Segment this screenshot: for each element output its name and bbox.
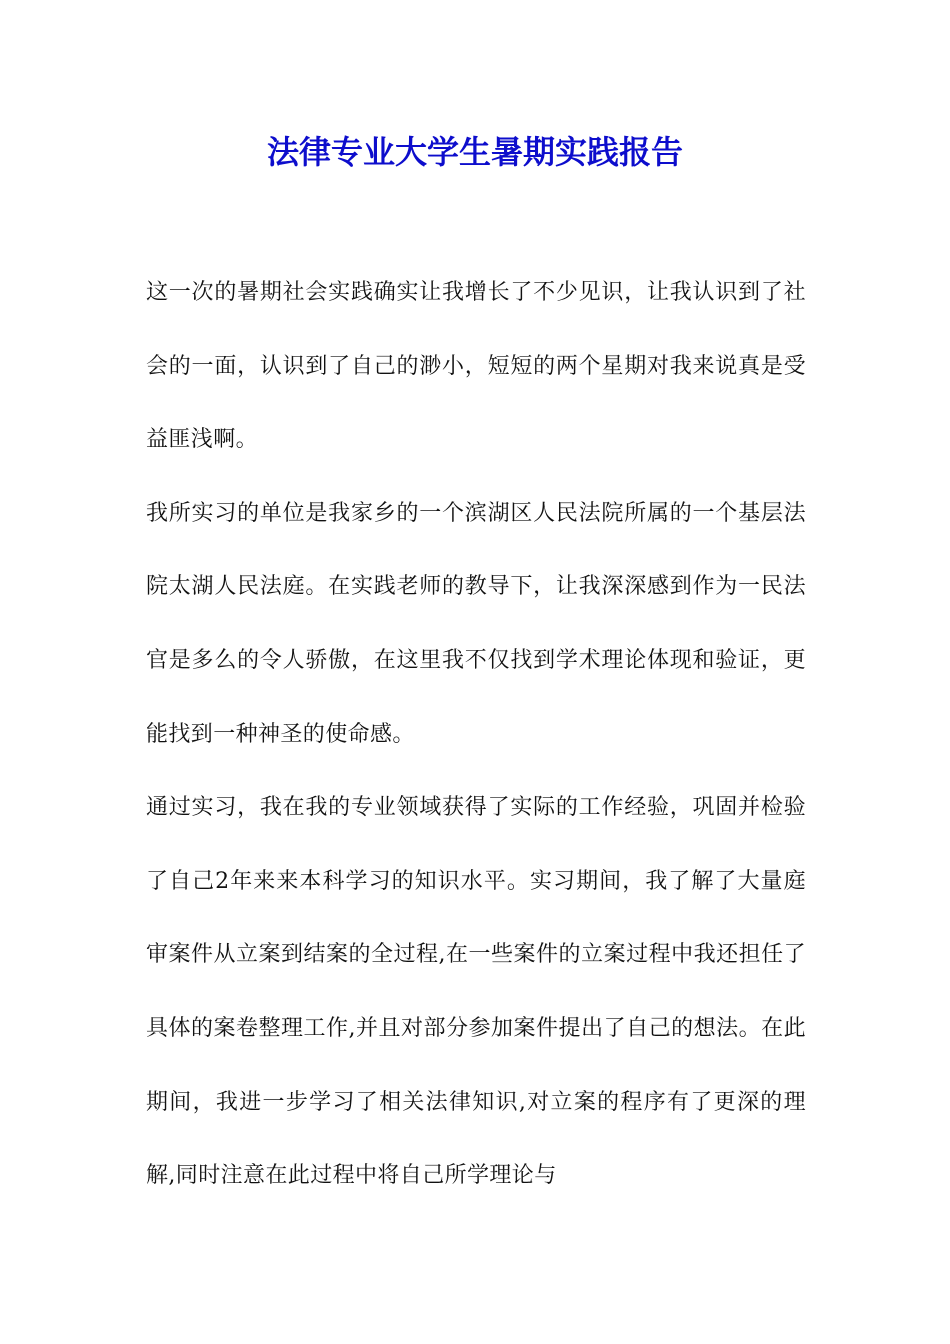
paragraph-2: 我所实习的单位是我家乡的一个滨湖区人民法院所属的一个基层法院太湖人民法庭。在实践老师的教导下，让我深深感到作为一民法官是多么的令人骄傲，在这里我不仅找到学术理论体现和验证，更能找到一种神圣的使命感。 (146, 500, 806, 747)
paragraph-3: 通过实习，我在我的专业领域获得了实际的工作经验，巩固并检验了自己2年来来本科学习的知识水平。实习期间，我了解了大量庭审案件从立案到结案的全过程,在一些案件的立案过程中我还担任了具体的案卷整理工作,并且对部分参加案件提出了自己的想法。在此期间，我进一步学习了相关法律知识,对立案的程序有了更深的理解,同时注意在此过程中将自己所学理论与 (146, 795, 806, 1189)
document-title: 法律专业大学生暑期实践报告 (266, 133, 683, 171)
document-body (146, 256, 806, 1213)
paragraph-1: 这一次的暑期社会实践确实让我增长了不少见识，让我认识到了社会的一面，认识到了自己的渺小，短短的两个星期对我来说真是受益匪浅啊。 (146, 280, 806, 453)
